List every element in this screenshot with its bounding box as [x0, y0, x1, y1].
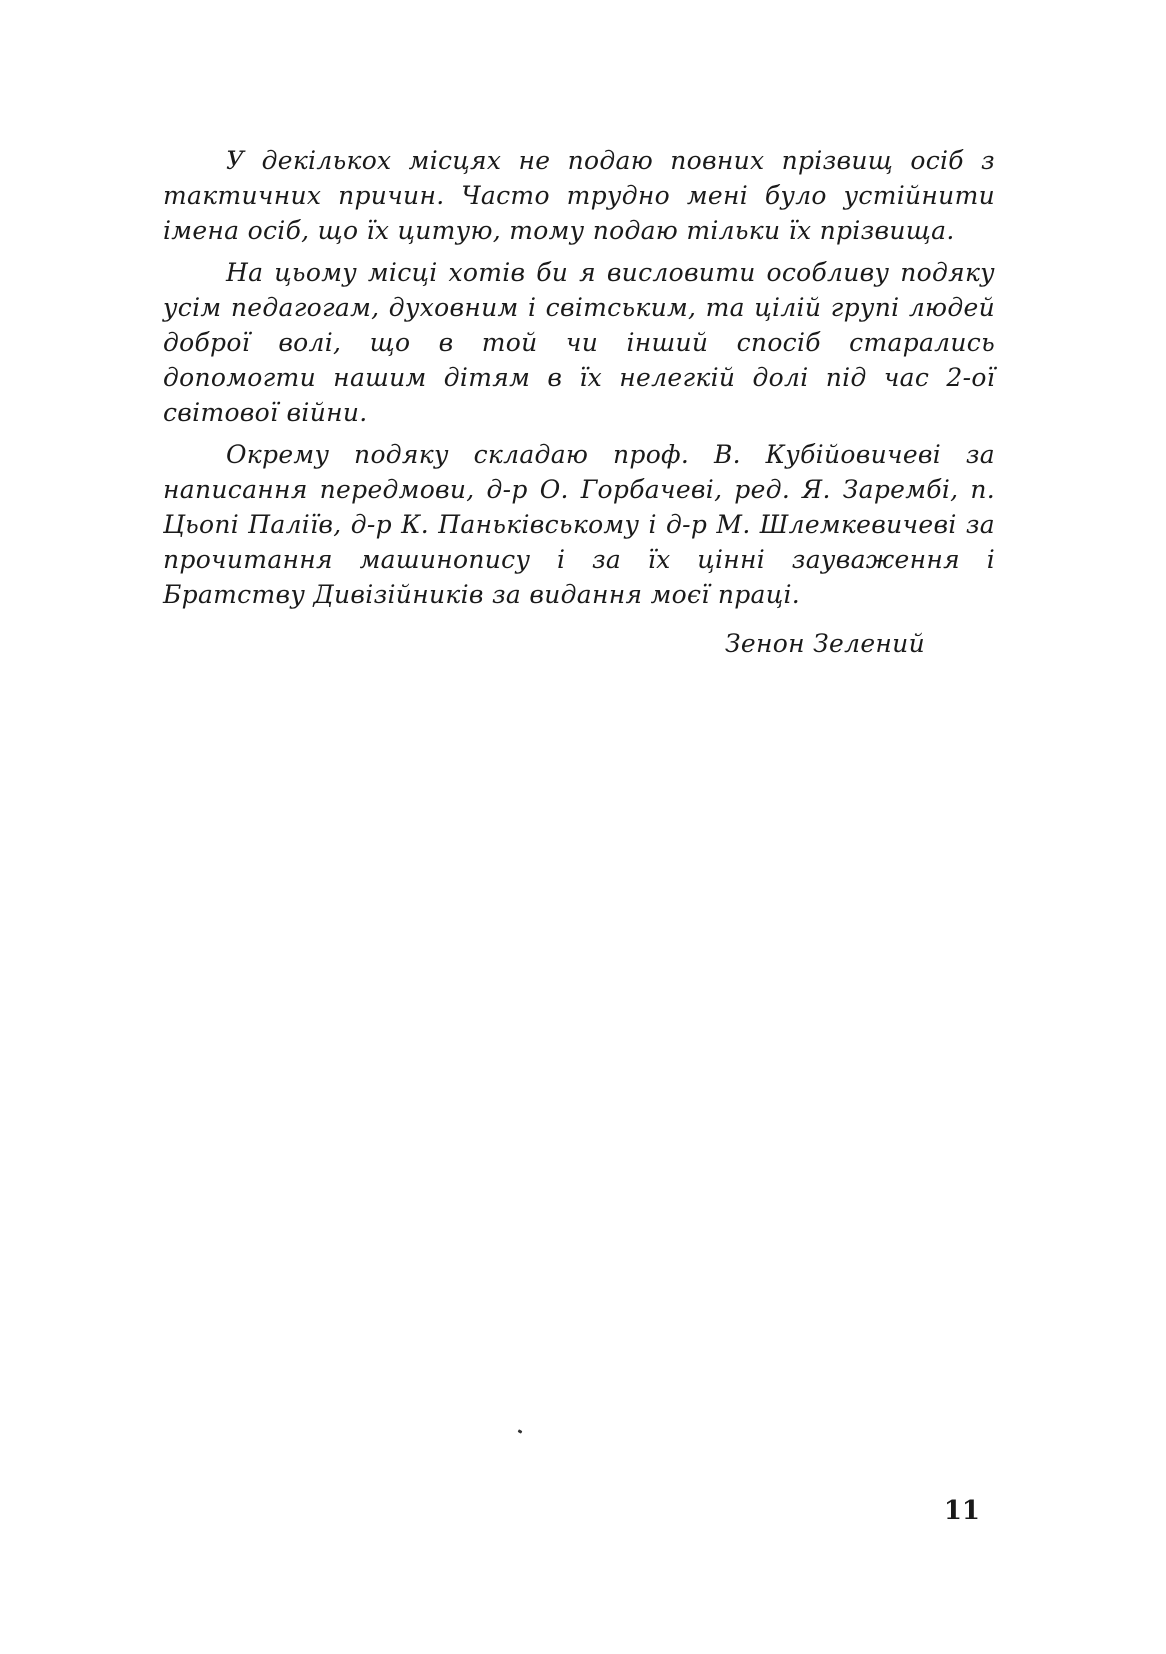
paragraph-omitted-surnames: У декількох місцях не подаю повних прізвищ осіб з тактичних причин. Часто трудно мені було устійнити імена осіб, що їх цитую, тому подаю тільки їх прізвища. [163, 146, 995, 245]
page-number: 11 [943, 1496, 980, 1526]
body-text [163, 144, 995, 620]
print-speck [518, 1429, 523, 1434]
author-signature: Зенон Зелений [725, 629, 925, 658]
paragraph-special-thanks: Окрему подяку складаю проф. В. Кубійовичеві за написання передмови, д-р О. Горбачеві, ред. Я. Зарембі, п. Цьопі Паліїв, д-р К. Паньківському і д-р М. Шлемкевичеві за прочитання машинопису і за їх цінні зауваження і Братству Дивізійників за видання моєї праці. [163, 440, 995, 609]
paragraph-gratitude-educators: На цьому місці хотів би я висловити особливу подяку усім педагогам, духовним і світським, та цілій групі людей доброї волі, що в той чи інший спосіб старались допомогти нашим дітям в їх нелегкій долі під час 2-ої світової війни. [163, 258, 995, 427]
